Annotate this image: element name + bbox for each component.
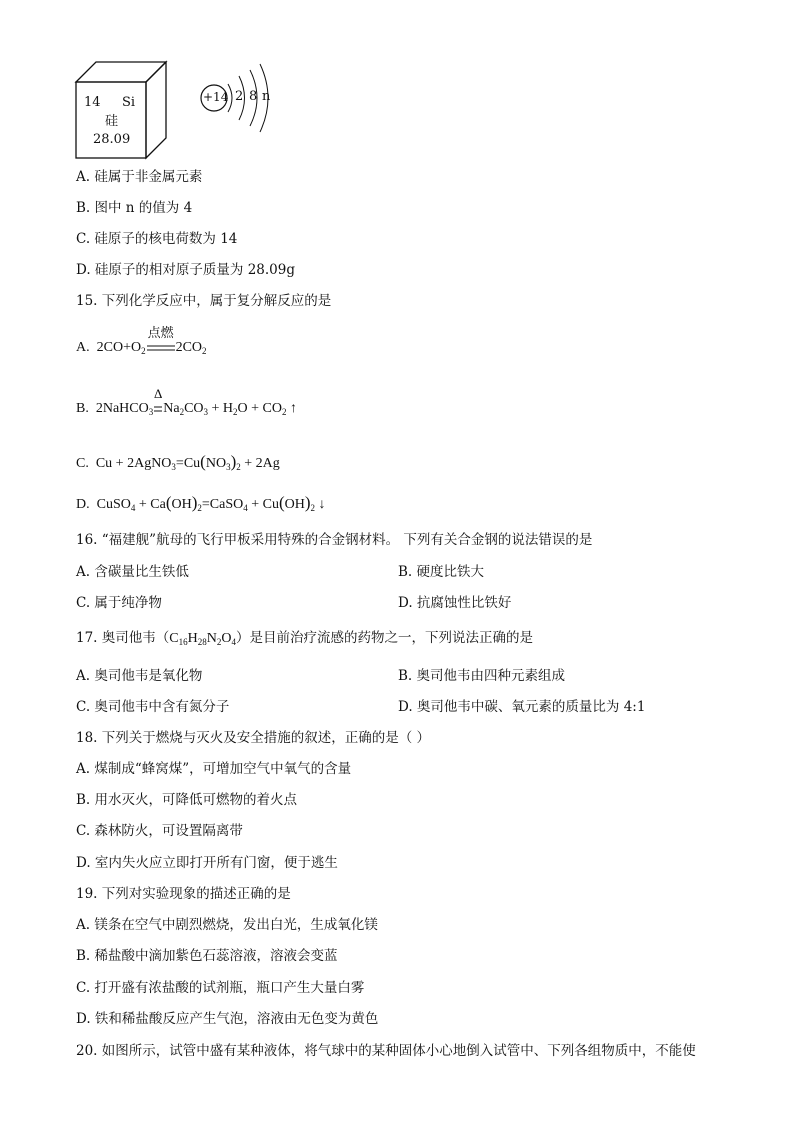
reaction-condition-a: 点燃 <box>147 325 174 340</box>
q17-stem-pre: 17. 奥司他韦（ <box>76 630 170 646</box>
q14-option-c: C. 硅原子的核电荷数为 14 <box>76 231 238 247</box>
q18-option-b: B. 用水灭火，可降低可燃物的着火点 <box>76 792 298 808</box>
q17-stem-post: ）是目前治疗流感的药物之一，下列说法正确的是 <box>235 630 533 646</box>
q15-label-b: B. <box>76 401 89 416</box>
element-mass: 28.09 <box>93 132 131 147</box>
q18-stem: 18. 下列关于燃烧与灭火及安全措施的叙述，正确的是（ ） <box>76 730 431 746</box>
q15-option-c: C. $Cu + 2AgNO_3=Cu(NO_3)_2 + 2Ag$ <box>76 452 280 472</box>
atom-shell-3: n <box>262 89 271 104</box>
q17-option-b: B. 奥司他韦由四种元素组成 <box>398 668 566 684</box>
q19-option-d: D. 铁和稀盐酸反应产生气泡，溶液由无色变为黄色 <box>76 1011 379 1027</box>
q16-option-b: B. 硬度比铁大 <box>398 564 485 580</box>
element-number: 14 <box>84 95 101 110</box>
q15-option-b: B. 2NaHCO$_3$ Δ $Na_2CO_3 + H_2O + CO_2$ ↑ <box>76 386 297 417</box>
q14-option-d: D. 硅原子的相对原子质量为 28.09g <box>76 262 296 278</box>
q18-option-d: D. 室内失火应立即打开所有门窗，便于逃生 <box>76 855 338 871</box>
q16-option-a: A. 含碳量比生铁低 <box>76 564 189 580</box>
q15-option-a: A. $2CO+O_2$ 点燃 $2CO_2$ <box>76 325 207 356</box>
q15-label-d: D. <box>76 497 90 512</box>
q19-option-b: B. 稀盐酸中滴加紫色石蕊溶液，溶液会变蓝 <box>76 948 338 964</box>
q14-option-b: B. 图中 n 的值为 4 <box>76 200 193 216</box>
q18-option-a: A. 煤制成“蜂窝煤”，可增加空气中氧气的含量 <box>76 761 352 777</box>
q17-option-c: C. 奥司他韦中含有氮分子 <box>76 699 230 715</box>
reaction-condition-b: Δ <box>154 386 163 401</box>
q19-option-c: C. 打开盛有浓盐酸的试剂瓶，瓶口产生大量白雾 <box>76 980 365 996</box>
q15-option-d: D. CuSO$_4$ + $Ca(OH)_2=CaSO_4 + Cu(OH)_2$ ↓ <box>76 493 326 513</box>
q15-label-a: A. <box>76 340 90 355</box>
atom-shell-1: 2 <box>235 89 244 104</box>
q17-option-a: A. 奥司他韦是氧化物 <box>76 668 203 684</box>
atom-nucleus-charge: +14 <box>203 90 229 104</box>
element-name: 硅 <box>105 114 119 129</box>
q19-option-a: A. 镁条在空气中剧烈燃烧，发出白光，生成氧化镁 <box>76 917 378 933</box>
q16-option-c: C. 属于纯净物 <box>76 595 162 611</box>
q20-stem: 20. 如图所示，试管中盛有某种液体，将气球中的某种固体小心地倒入试管中、下列各组物质中，不能使 <box>76 1043 696 1059</box>
atom-shell-2: 8 <box>249 89 258 104</box>
q15-label-c: C. <box>76 456 89 471</box>
q15-stem: 15. 下列化学反应中，属于复分解反应的是 <box>76 293 332 309</box>
q18-option-c: C. 森林防火，可设置隔离带 <box>76 823 243 839</box>
oseltamivir-formula: $C_{16}H_{28}N_2O_4$ <box>169 631 236 647</box>
q19-stem: 19. 下列对实验现象的描述正确的是 <box>76 886 291 902</box>
q16-option-d: D. 抗腐蚀性比铁好 <box>398 595 512 611</box>
q17-stem <box>76 628 533 652</box>
q17-option-d: D. 奥司他韦中碳、氧元素的质量比为 4:1 <box>398 699 646 715</box>
element-symbol: Si <box>122 95 136 110</box>
q16-stem: 16. “福建舰”航母的飞行甲板采用特殊的合金钢材料。 下列有关合金钢的说法错误的是 <box>76 532 593 548</box>
q14-option-a: A. 硅属于非金属元素 <box>76 169 203 185</box>
